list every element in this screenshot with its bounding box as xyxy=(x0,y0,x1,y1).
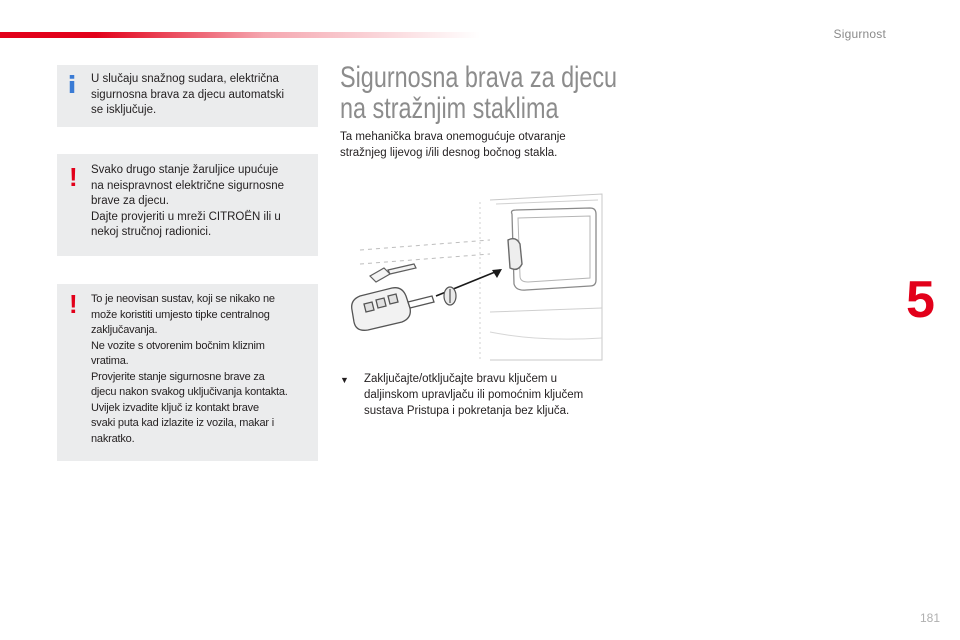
intro-line: stražnjeg lijevog i/ili desnog bočnog stakla. xyxy=(340,147,558,159)
header-accent-bar xyxy=(0,32,480,38)
note-line: Svako drugo stanje žaruljice upućuje xyxy=(91,164,279,176)
instruction-line: daljinskom upravljaču ili pomoćnim ključem xyxy=(364,389,584,401)
warning-icon: ! xyxy=(69,289,78,319)
intro-paragraph xyxy=(340,129,600,161)
note-line: može koristiti umjesto tipke centralnog xyxy=(91,308,270,321)
note-line: vratima. xyxy=(91,355,129,367)
title-line: na stražnjim staklima xyxy=(340,92,559,125)
note-line: na neispravnost električne sigurnosne xyxy=(91,179,285,192)
page-title xyxy=(340,62,617,124)
title-line: Sigurnosna brava za djecu xyxy=(340,61,618,94)
triangle-bullet-icon: ▼ xyxy=(340,375,349,385)
instruction-text xyxy=(364,371,610,419)
note-line: Provjerite stanje sigurnosne brave za xyxy=(91,370,265,383)
warning-note-box xyxy=(57,154,318,256)
note-line: zaključavanja. xyxy=(91,324,158,336)
info-note-box xyxy=(57,65,318,127)
info-icon xyxy=(69,73,75,95)
note-line: nakratko. xyxy=(91,432,135,445)
note-line: brave za djecu. xyxy=(91,195,169,207)
chapter-number: 5 xyxy=(906,271,935,329)
child-lock-key-illustration xyxy=(340,192,610,362)
page-number: 181 xyxy=(919,611,940,625)
instruction-line: sustava Pristupa i pokretanja bez ključa. xyxy=(364,405,570,417)
note-line: svaki puta kad izlazite iz vozila, makar i xyxy=(91,417,274,429)
section-title: Sigurnost xyxy=(833,27,886,41)
note-line: Dajte provjeriti u mreži CITROËN ili u xyxy=(91,210,281,223)
warning-note-box xyxy=(57,284,318,461)
note-line: Uvijek izvadite ključ iz kontakt brave xyxy=(91,401,259,414)
note-line: sigurnosna brava za djecu automatski xyxy=(91,88,285,101)
note-line: To je neovisan sustav, koji se nikako ne xyxy=(91,293,275,305)
note-line: U slučaju snažnog sudara, električna xyxy=(91,73,279,85)
intro-line: Ta mehanička brava onemogućuje otvaranje xyxy=(340,131,566,143)
note-line: djecu nakon svakog uključivanja kontakta. xyxy=(91,386,288,398)
info-note-text xyxy=(91,72,310,119)
instruction-line: Zaključajte/otključajte bravu ključem u xyxy=(364,373,558,385)
warning-icon: ! xyxy=(69,162,78,192)
warning-note-text xyxy=(91,163,310,241)
note-line: nekoj stručnoj radionici. xyxy=(91,226,212,238)
note-line: se isključuje. xyxy=(91,104,157,116)
warning-note-text xyxy=(91,292,310,447)
note-line: Ne vozite s otvorenim bočnim kliznim xyxy=(91,339,265,352)
